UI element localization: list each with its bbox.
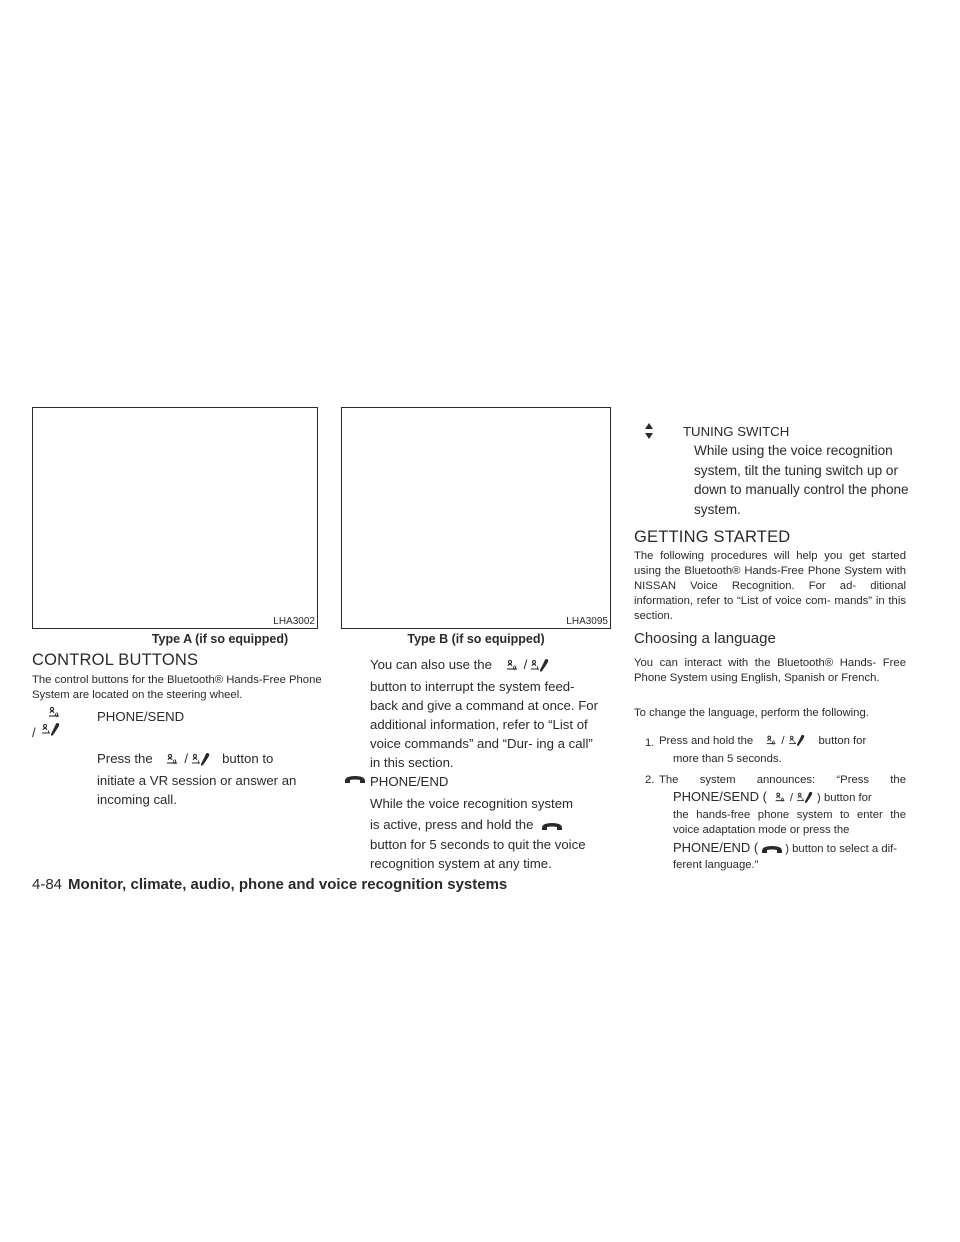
phone-end-line: [370, 815, 610, 834]
footer-title: Monitor, climate, audio, phone and voice recognition systems: [68, 876, 508, 893]
figure-code-a: LHA3002: [273, 616, 315, 627]
step2-text-f: ) button to select a dif-: [785, 843, 898, 855]
phone-send-press-d: incoming call.: [97, 792, 177, 807]
phone-send-label: PHONE/SEND: [97, 709, 185, 724]
step1-line: [659, 734, 909, 749]
talk-phone-icon: [529, 658, 551, 674]
figure-type-b: [341, 407, 611, 629]
step2-line-e: [673, 840, 913, 857]
tuning-switch-icon: [644, 422, 654, 440]
talk-phone-icon: [40, 722, 62, 738]
also-slash: /: [523, 657, 528, 672]
phone-end-icon: [541, 821, 563, 831]
language-p1: You can interact with the Bluetooth® Hands- Free Phone System using English, Spanish or French.: [634, 657, 906, 684]
talk-phone-icon: [795, 791, 815, 805]
figure-type-a: [32, 407, 318, 629]
phone-end-icon: [344, 774, 366, 784]
talk-icon: [764, 734, 778, 748]
phone-end-label: PHONE/END: [370, 774, 449, 789]
press-text-a: Press the: [97, 751, 153, 766]
step2-text-g: ferent language.”: [673, 859, 759, 871]
phone-end-text-b: is active, press and hold the: [370, 817, 534, 832]
step1-text-a: Press and hold the: [659, 735, 754, 747]
press-slash: /: [184, 751, 189, 766]
phone-end-rest: button for 5 seconds to quit the voice recognition system at any time.: [370, 837, 586, 871]
phone-end-text-a: While the voice recognition system: [370, 796, 574, 811]
talk-phone-icon: [190, 752, 212, 768]
step2-text-e: PHONE/END (: [673, 840, 759, 855]
phone-end-icon: [761, 844, 783, 854]
step1-text-b: button for: [818, 735, 867, 747]
talk-icon: [504, 658, 520, 674]
step2-text-c: ) button for: [817, 792, 872, 804]
page-footer: [32, 876, 507, 893]
getting-started-heading: GETTING STARTED: [634, 528, 791, 546]
tuning-text: While using the voice recognition system, tilt the tuning switch up or down to manually control the phone system.: [694, 443, 909, 517]
figure-code-b: LHA3095: [566, 616, 608, 627]
step2-line-b: [673, 789, 913, 806]
control-buttons-intro: The control buttons for the Bluetooth® Hands-Free Phone System are located on the steering wheel.: [32, 674, 322, 701]
step2-slash: /: [789, 792, 794, 804]
step2-text-b: PHONE/SEND (: [673, 789, 767, 804]
talk-icon: [164, 752, 180, 768]
talk-icon: [773, 791, 787, 805]
step2-text-a: The system announces: “Press the: [659, 774, 906, 786]
page-number: 4-84: [32, 876, 63, 893]
step2-text-d: the hands-free phone system to enter the voice adaptation mode or press the: [673, 809, 906, 836]
language-p2: To change the language, perform the following.: [634, 707, 869, 719]
phone-send-slash: /: [32, 725, 36, 740]
language-heading: Choosing a language: [634, 630, 776, 647]
control-buttons-heading: CONTROL BUTTONS: [32, 651, 199, 669]
figure-caption-a: Type A (if so equipped): [151, 632, 289, 646]
talk-icon: [46, 705, 62, 721]
step1-slash: /: [781, 735, 785, 747]
figure-caption-b: Type B (if so equipped): [407, 632, 545, 646]
also-use-rest: button to interrupt the system feed- back and give a command at once. For additional information, refer to “List of voice commands” and “Dur- ing a call” in this section.: [370, 679, 598, 770]
getting-started-intro: The following procedures will help you get started using the Bluetooth® Hands-Free Phone System with NISSAN Voice Recognition. For ad- ditional information, refer to “List of voice com- mands” in this section.: [634, 550, 906, 622]
step2-num: 2.: [645, 774, 655, 786]
step1-text-c: more than 5 seconds.: [673, 753, 782, 765]
also-text-a: You can also use the: [370, 657, 492, 672]
phone-send-press-line: [97, 749, 327, 768]
also-use-line: [370, 655, 610, 674]
press-text-b: button to: [222, 751, 274, 766]
talk-phone-icon: [787, 734, 807, 748]
step1-num: 1.: [645, 737, 655, 749]
tuning-label: TUNING SWITCH: [683, 424, 790, 439]
phone-send-press-c: initiate a VR session or answer an: [97, 773, 297, 788]
